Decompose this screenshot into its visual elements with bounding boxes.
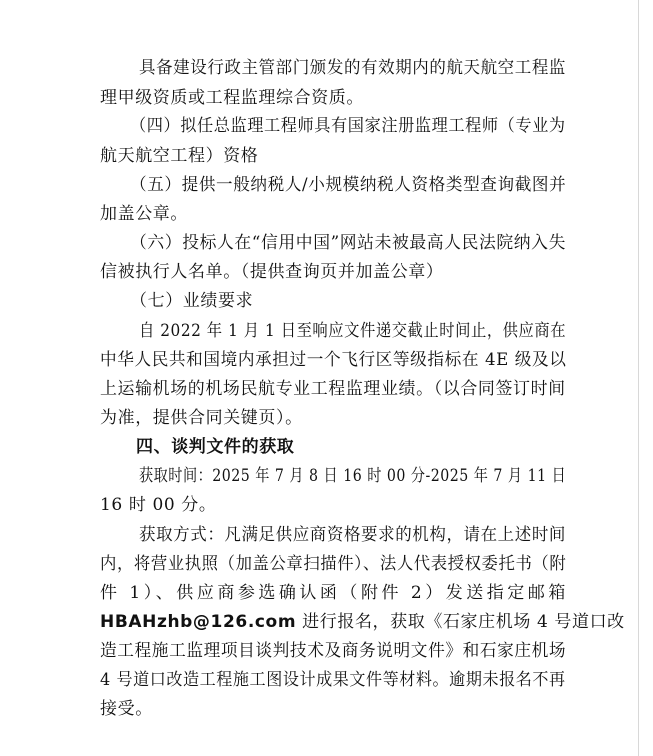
text-line: 航天航空工程）资格 [100,146,259,166]
text-line: 具备建设行政主管部门颁发的有效期内的航天航空工程监 [139,58,566,78]
acquisition-method: 获取方式：凡满足供应商资格要求的机构，请在上述时间 [139,525,566,545]
text-line: 信被执行人名单。（提供查询页并加盖公章） [100,262,444,282]
text-line: 内，将营业执照（加盖公章扫描件）、法人代表授权委托书（附 [100,554,567,574]
text-line: 加盖公章。 [100,204,188,224]
email-address: HBAHzhb@126.com [100,612,297,632]
text-line: 中华人民共和国境内承担过一个飞行区等级指标在 4E 级及以 [100,350,567,370]
clause-7-heading: （七）业绩要求 [130,291,254,311]
acquisition-time: 获取时间：2025 年 7 月 8 日 16 时 00 分-2025 年 7 月 11 日 [139,466,567,486]
clause-6: （六）投标人在“信用中国”网站未被最高人民法院纳入失 [130,233,566,253]
text-line: 造工程施工监理项目谈判技术及商务说明文件》和石家庄机场 [100,641,567,661]
text-line: 上运输机场的机场民航专业工程监理业绩。（以合同签订时间 [100,379,566,399]
text-line: 件 1）、供应商参选确认函（附件 2）发送指定邮箱 [100,583,569,603]
text-line: 16 时 00 分。 [100,495,217,515]
clause-5: （五）提供一般纳税人/小规模纳税人资格类型查询截图并 [130,175,567,195]
section-4-heading: 四、谈判文件的获取 [136,437,295,457]
text-line: 为准，提供合同关键页）。 [100,408,303,428]
text-line: 接受。 [100,699,153,719]
text-line: 理甲级资质或工程监理综合资质。 [100,88,364,108]
text-line: 4 号道口改造工程施工图设计成果文件等材料。逾期未报名不再 [100,670,566,690]
clause-4: （四）拟任总监理工程师具有国家注册监理工程师（专业为 [130,116,566,136]
email-line [100,611,625,633]
text-line: 自 2022 年 1 月 1 日至响应文件递交截止时间止，供应商在 [139,321,567,341]
text-span: 进行报名，获取《石家庄机场 4 号道口改 [296,612,625,632]
